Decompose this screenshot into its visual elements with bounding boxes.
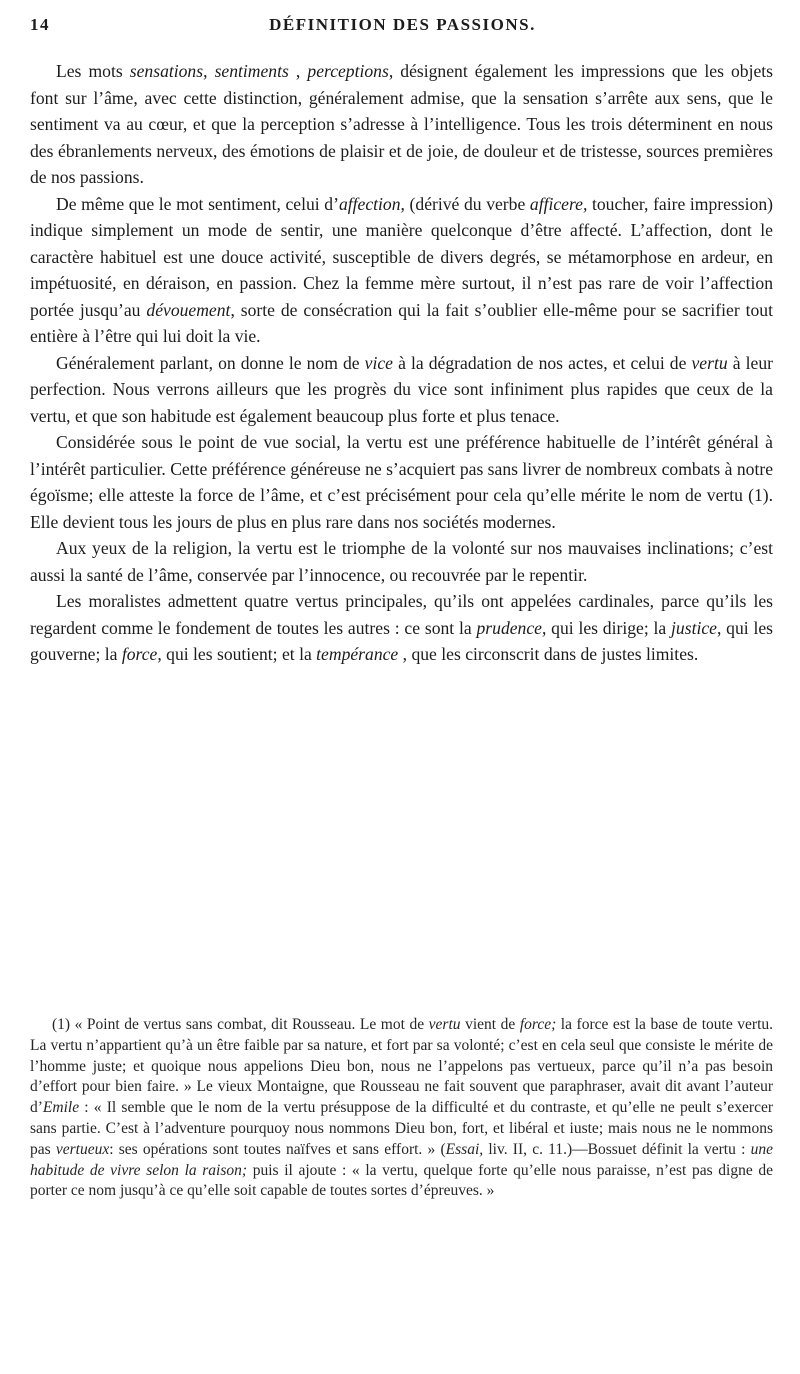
text-run: qui les soutient; et la <box>161 644 317 664</box>
paragraph <box>30 350 773 430</box>
text-run: , qui les dirige; la <box>541 617 672 638</box>
text-run: , que les circonscrit dans de justes limites. <box>398 644 699 664</box>
italic-term: affection <box>338 193 401 214</box>
paragraph <box>30 429 773 535</box>
text-run: , qui les gouverne; la <box>30 617 773 664</box>
italic-term: vertu <box>428 1016 461 1033</box>
text-run: : « Il semble que le nom de la vertu présuppose de la difficulté et du contraste, et qu’elle ne peult s’exercer sans partie. C’est à l’adventure pourquoy nous nommons Dieu bon, fort, et libéral et iuste; mais nous ne le nommons pas <box>30 1099 773 1158</box>
italic-term: Emile <box>42 1099 80 1117</box>
text-run: Généralement parlant, on donne le nom de <box>56 352 365 373</box>
paragraph <box>30 191 773 350</box>
text-run: à la dégradation de nos actes, et celui de <box>393 352 692 373</box>
footnote-text <box>30 1015 773 1202</box>
italic-term: justice <box>671 617 717 638</box>
footnote <box>30 1015 773 1202</box>
text-run: Les moralistes admettent quatre vertus principales, qu’ils ont appelées cardinales, parce qu’ils les regardent comme le fondement de toutes les autres : ce sont la <box>30 591 773 638</box>
text-run: à leur perfection. Nous verrons ailleurs que les progrès du vice sont infiniment plus rapides que ceux de la vertu, et que son habitude est également beaucoup plus forte et plus tenace. <box>30 352 773 426</box>
text-run: , <box>203 61 215 81</box>
text-run: , (dérivé du verbe <box>400 193 530 214</box>
italic-term: perceptions <box>307 61 389 81</box>
italic-term: vertueux <box>55 1140 110 1158</box>
text-run: , sorte de consécration qui la fait s’oublier elle-même pour se sacrifier tout entière à l’être qui lui doit la vie. <box>30 299 773 346</box>
text-run: Les mots <box>56 61 130 81</box>
italic-term: une habitude de vivre selon la raison; <box>30 1140 773 1179</box>
main-text <box>30 58 773 668</box>
italic-term: vice <box>364 352 393 373</box>
italic-term: prudence <box>476 617 542 638</box>
text-run: la force est la base de toute vertu. La vertu n’appartient qu’à un être faible par sa nature, et fort par sa volonté; c’est en cela seul que consiste le mérite de l’homme juste; et quoique nous appelions Dieu bon, nous ne l’appelons pas vertueux, parce qu’il n’a pas besoin d’effort pour bien faire. » Le vieux Montaigne, que Rousseau ne fait souvent que paraphraser, avait dit avant l’auteur d’ <box>30 1016 773 1117</box>
text-run: , désignent également les impressions que les objets font sur l’âme, avec cette distinction, généralement admise, que la sensation s’arrête aux sens, que le sentiment va au cœur, et que la perception s’adresse à l’intelligence. Tous les trois déterminent en nous des ébranlements nerveux, des émotions de plaisir et de joie, de douleur et de tristesse, sources premières de nos passions. <box>30 61 774 187</box>
page-number: 14 <box>30 15 50 34</box>
text-run: Considérée sous le point de vue social, la vertu est une préférence habituelle de l’intérêt général à l’intérêt particulier. Cette préférence généreuse ne s’acquiert pas sans livrer de nombreux combats à notre égoïsme; elle atteste la force de l’âme, et c’est précisément pour cela qu’elle mérite le nom de vertu (1). Elle devient tous les jours de plus en plus rare dans nos sociétés modernes. <box>30 432 774 532</box>
text-run: puis il ajoute : « la vertu, quelque forte qu’elle nous paraisse, n’est pas digne de porter ce nom jusqu’à ce qu’elle soit capable de toutes sortes d’épreuves. » <box>30 1161 773 1200</box>
paragraph <box>30 535 773 588</box>
italic-term: force, <box>121 644 162 664</box>
text-run: toucher, faire impression) indique simplement un mode de sentir, une manière quelconque d’être affecté. L’affection, dont le caractère habituel est une douce activité, susceptible de divers degrés, se métamorphose en ardeur, en impétuosité, en déraison, en passion. Chez la femme mère surtout, il n’est pas rare de voir l’affection portée jusqu’au <box>30 193 773 320</box>
text-run: : ses opérations sont toutes naïfves et sans effort. » ( <box>109 1140 446 1158</box>
italic-term: force; <box>519 1016 557 1033</box>
text-run: Aux yeux de la religion, la vertu est le triomphe de la volonté sur nos mauvaises inclinations; c’est aussi la santé de l’âme, conservée par l’innocence, ou recouvrée par le repentir. <box>30 538 773 585</box>
italic-term: sensations <box>129 61 204 81</box>
italic-term: Essai, <box>445 1140 484 1158</box>
paragraph <box>30 588 773 668</box>
text-run: liv. II, c. 11.)—Bossuet définit la vertu : <box>483 1140 751 1158</box>
italic-term: dévouement <box>146 299 231 320</box>
italic-term: vertu <box>691 352 728 373</box>
text-run: (1) « Point de vertus sans combat, dit Rousseau. Le mot de <box>52 1016 429 1033</box>
italic-term: tempérance <box>316 644 399 664</box>
text-run: vient de <box>460 1016 520 1033</box>
text-run: , <box>288 61 308 81</box>
italic-term: sentiments <box>214 61 289 81</box>
paragraph <box>30 58 773 191</box>
running-title: DÉFINITION DES PASSIONS. <box>269 15 536 34</box>
text-run: De même que le mot sentiment, celui d’ <box>56 193 339 214</box>
italic-term: afficere, <box>529 193 588 214</box>
